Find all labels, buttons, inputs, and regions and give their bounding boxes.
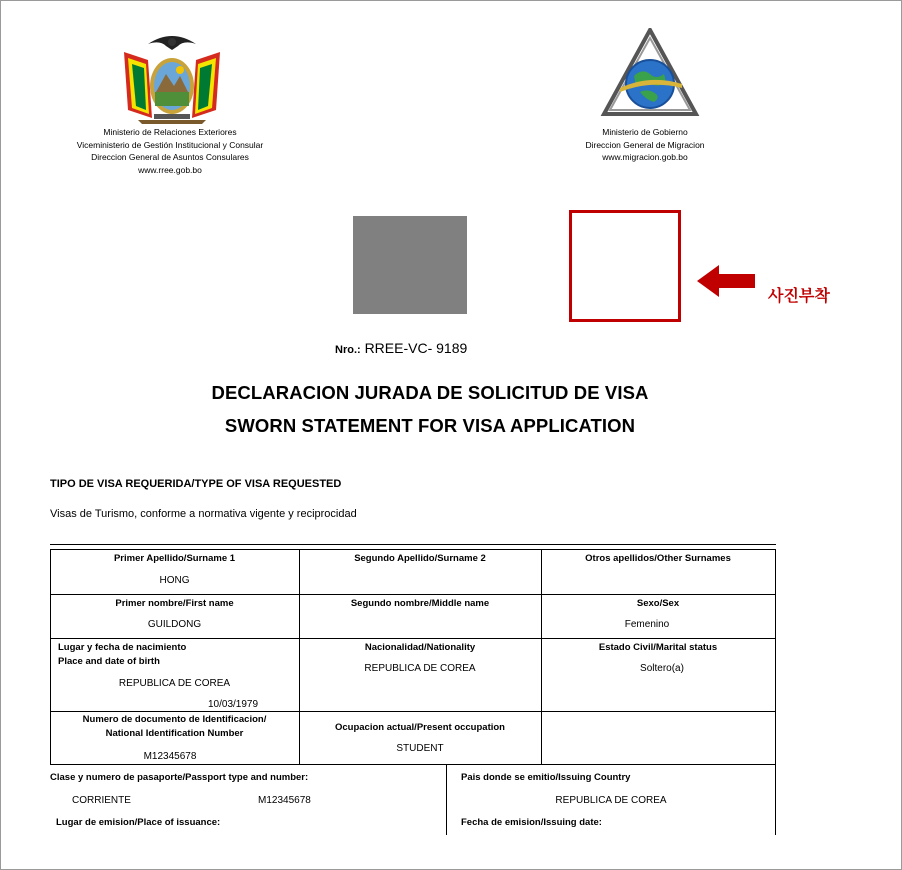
surname2-label: Segundo Apellido/Surname 2 [354, 553, 486, 564]
letterhead-left-line: www.rree.gob.bo [138, 164, 202, 175]
reference-number-label: Nro.: [335, 344, 361, 356]
other-surnames-label: Otros apellidos/Other Surnames [585, 553, 731, 564]
sex-value[interactable]: Femenino [624, 619, 670, 630]
document-title-en: SWORN STATEMENT FOR VISA APPLICATION [224, 415, 636, 436]
issuing-country-value[interactable]: REPUBLICA DE COREA [555, 795, 667, 806]
first-name-value[interactable]: GUILDONG [147, 619, 202, 630]
letterhead-left-line: Ministerio de Relaciones Exteriores [103, 127, 237, 137]
passport-number-value[interactable]: M12345678 [258, 795, 311, 806]
reference-number [335, 340, 467, 356]
grid-line [775, 549, 776, 835]
birth-date-value[interactable]: 10/03/1979 [208, 699, 259, 710]
occupation-label: Ocupacion actual/Present occupation [335, 722, 505, 733]
birth-label-es: Lugar y fecha de nacimiento [58, 642, 187, 653]
letterhead-left-line: Direccion General de Asuntos Consulares [91, 152, 249, 163]
passport-type-value[interactable]: CORRIENTE [72, 795, 131, 806]
grid-line [50, 638, 776, 639]
visa-type-value: Visas de Turismo, conforme a normativa vigente y reciprocidad [50, 508, 357, 520]
marital-status-label: Estado Civil/Marital status [598, 642, 718, 653]
letterhead-right-line: Direccion General de Migracion [585, 139, 705, 150]
arrow-left-icon [695, 262, 757, 300]
photo-attach-label: 사진부착 [768, 288, 830, 305]
letterhead-right-line: www.migracion.gob.bo [602, 152, 688, 163]
birth-label-en: Place and date of birth [58, 656, 160, 667]
reference-number-value: RREE-VC- 9189 [364, 340, 468, 356]
middle-name-label: Segundo nombre/Middle name [350, 598, 490, 609]
coat-of-arms-logo [118, 30, 226, 128]
issuing-country-label: Pais donde se emitio/Issuing Country [461, 772, 631, 783]
grid-line [541, 549, 542, 764]
occupation-value[interactable]: STUDENT [396, 743, 444, 754]
id-number-value[interactable]: M12345678 [143, 751, 197, 762]
place-of-issuance-label: Lugar de emision/Place of issuance: [56, 817, 221, 828]
passport-label: Clase y numero de pasaporte/Passport type and number: [50, 772, 309, 783]
redacted-photo [353, 216, 467, 314]
photo-attach-box[interactable] [569, 210, 681, 322]
nationality-value[interactable]: REPUBLICA DE COREA [364, 663, 476, 674]
visa-type-heading: TIPO DE VISA REQUERIDA/TYPE OF VISA REQUESTED [50, 478, 342, 490]
surname1-label: Primer Apellido/Surname 1 [113, 553, 236, 564]
first-name-label: Primer nombre/First name [115, 598, 234, 609]
sex-label: Sexo/Sex [636, 598, 680, 609]
letterhead-right [545, 126, 745, 164]
letterhead-right-line: Ministerio de Gobierno [602, 127, 688, 137]
birth-place-value[interactable]: REPUBLICA DE COREA [118, 678, 231, 689]
marital-status-value[interactable]: Soltero(a) [640, 663, 684, 674]
letterhead-left [40, 126, 300, 176]
grid-line [50, 549, 776, 550]
nationality-label: Nacionalidad/Nationality [364, 642, 476, 653]
grid-line [50, 711, 776, 712]
id-number-label-1: Numero de documento de Identificacion/ [82, 714, 267, 725]
grid-line [50, 764, 776, 765]
document-title-es: DECLARACION JURADA DE SOLICITUD DE VISA [211, 382, 649, 403]
section-divider [50, 544, 776, 545]
issuing-date-label: Fecha de emision/Issuing date: [461, 817, 602, 828]
surname1-value[interactable]: HONG [159, 575, 190, 586]
id-number-label-2: National Identification Number [105, 728, 244, 739]
migracion-logo [600, 28, 700, 124]
letterhead-left-line: Viceministerio de Gestión Institucional y Consular [76, 139, 264, 150]
grid-line [50, 594, 776, 595]
